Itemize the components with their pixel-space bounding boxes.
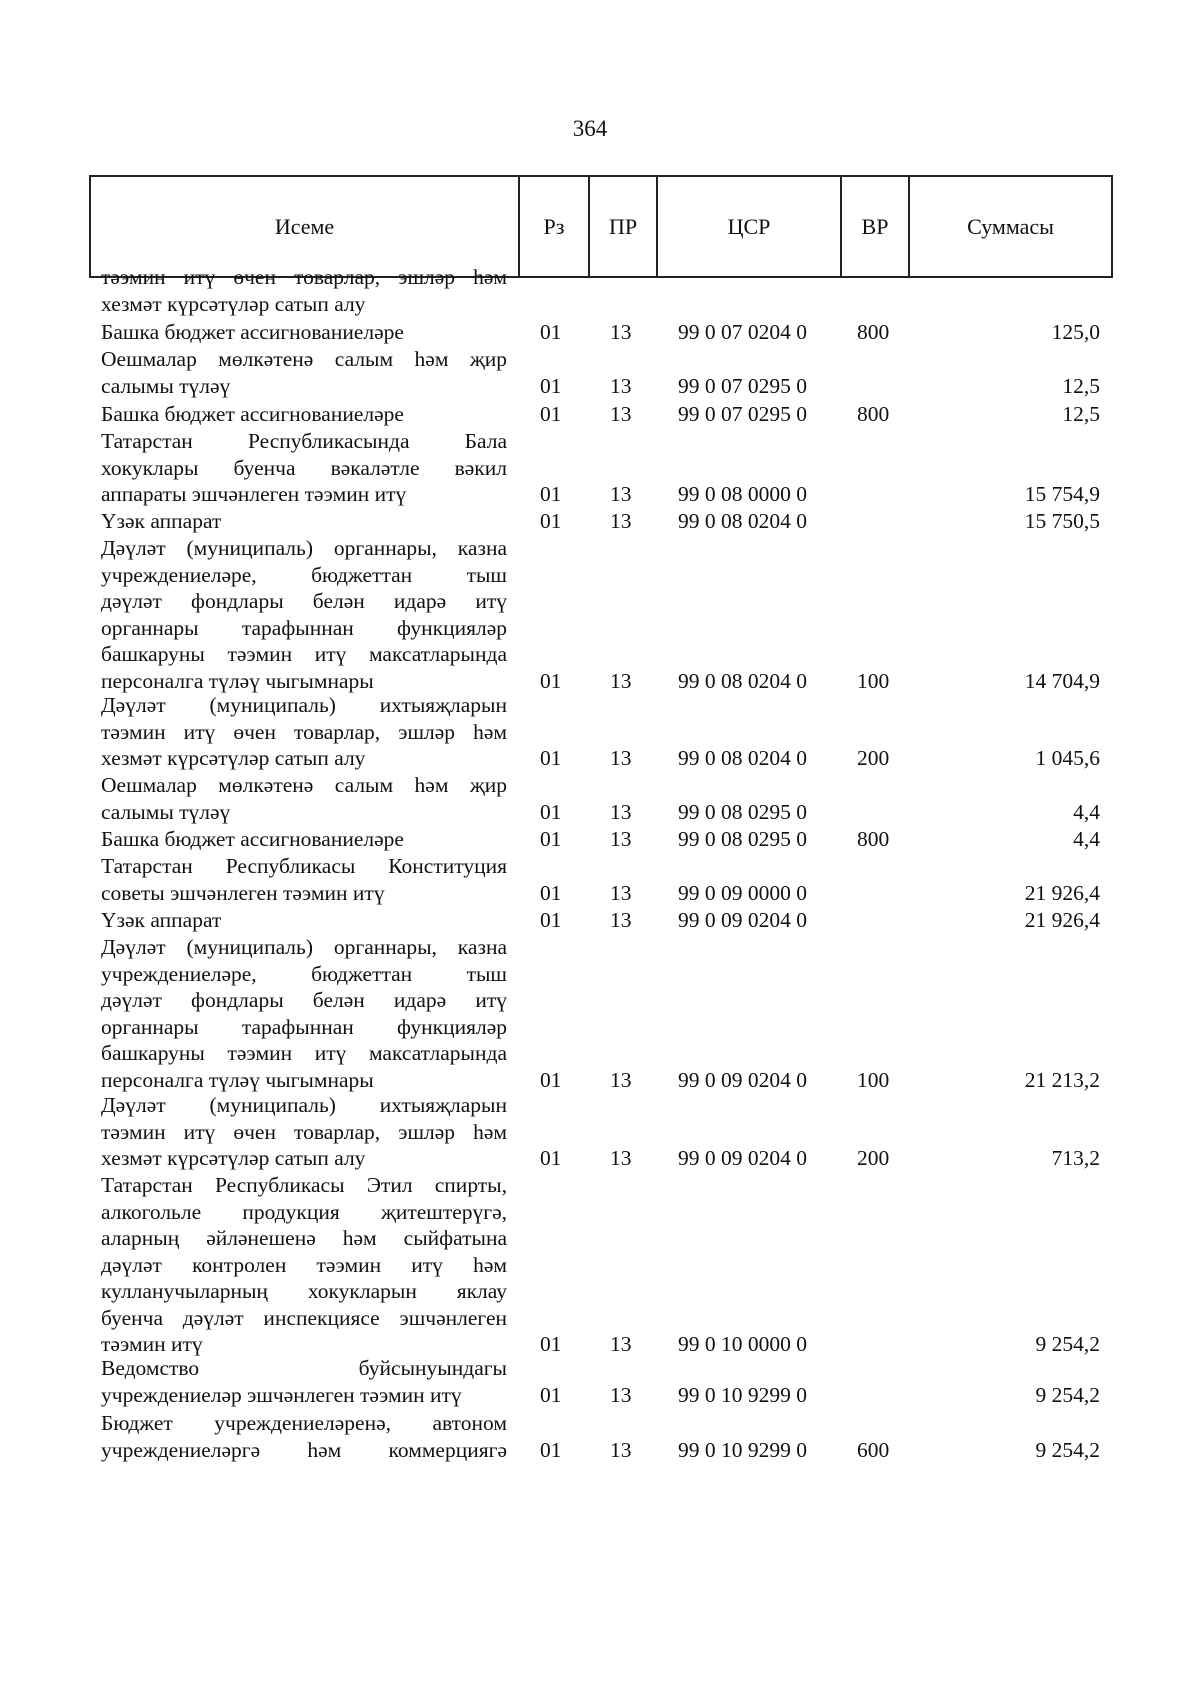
row-rz: 01 [540,1382,562,1407]
row-name [101,346,507,399]
header-name: Исеме [90,176,519,277]
row-sum: 1 045,6 [1035,746,1100,770]
header-vr: ВР [841,176,909,277]
row-name-line: салымы түләү [101,373,231,398]
row-name [101,401,507,428]
row-name [101,853,507,906]
row-name [101,264,507,317]
row-rz: 01 [540,1067,562,1092]
page-number: 364 [572,116,608,141]
row-name-line: Дәүләт (муниципаль) органнары, казна [101,536,507,560]
row-rz: 01 [540,668,562,693]
row-csr: 99 0 08 0204 0 [678,746,807,770]
row-csr: 99 0 09 0204 0 [678,1146,807,1170]
row-name-line: учреждениеләргә һәм коммерциягә [101,1437,507,1462]
row-rz: 01 [540,880,562,905]
row-name [101,1410,507,1463]
row-pr: 13 [610,799,632,824]
row-name-line: Оешмалар мөлкәтенә салым һәм җир [101,773,507,797]
row-name [101,907,507,934]
row-pr: 13 [610,746,632,770]
row-rz: 01 [540,402,562,426]
row-name-line: учреждениеләре, бюджеттан тыш [101,562,507,587]
row-rz: 01 [540,827,562,851]
row-name-line: Башка бюджет ассигнованиеләре [101,320,404,344]
row-pr: 13 [610,1332,632,1356]
row-name-line: советы эшчәнлеген тәэмин итү [101,880,385,905]
row-name-line: аларның әйләнешенә һәм сыйфатына [101,1226,507,1250]
row-sum: 9 254,2 [1035,1437,1100,1462]
row-name [101,826,507,853]
row-name [101,428,507,508]
row-rz: 01 [540,373,562,398]
row-rz: 01 [540,799,562,824]
row-sum: 15 754,9 [1024,482,1100,506]
row-name-line: учреждениеләре, бюджеттан тыш [101,961,507,986]
row-sum: 12,5 [1062,373,1100,398]
row-csr: 99 0 10 9299 0 [678,1437,807,1462]
row-csr: 99 0 08 0295 0 [678,799,807,824]
row-rz: 01 [540,1146,562,1170]
row-name [101,1172,507,1358]
row-name-line: дәүләт контролен тәэмин итү һәм [101,1252,507,1277]
row-csr: 99 0 08 0295 0 [678,827,807,851]
row-pr: 13 [610,320,632,344]
row-csr: 99 0 09 0204 0 [678,1067,807,1092]
row-pr: 13 [610,827,632,851]
header-csr: ЦСР [657,176,841,277]
row-sum: 21 926,4 [1024,880,1100,905]
row-vr: 100 [857,668,890,693]
row-pr: 13 [610,373,632,398]
header-pr: ПР [589,176,657,277]
row-sum: 15 750,5 [1024,509,1100,533]
row-csr: 99 0 09 0000 0 [678,880,807,905]
row-name-line: Башка бюджет ассигнованиеләре [101,827,404,851]
row-name-line: тәэмин итү өчен товарлар, эшләр һәм [101,1119,507,1144]
row-sum: 4,4 [1073,799,1100,824]
row-vr: 600 [857,1437,890,1462]
row-name [101,535,507,694]
row-name-line: башкаруны тәэмин итү максатларында [101,642,507,666]
row-sum: 21 213,2 [1024,1067,1100,1092]
row-name-line: тәэмин итү өчен товарлар, эшләр һәм [101,719,507,744]
row-name-line: Ведомство буйсынуындагы [101,1356,507,1380]
row-name-line: Дәүләт (муниципаль) органнары, казна [101,935,507,959]
row-csr: 99 0 10 9299 0 [678,1382,807,1407]
row-name-line: Дәүләт (муниципаль) ихтыяҗларын [101,1093,507,1117]
row-name [101,319,507,346]
row-name [101,772,507,825]
row-csr: 99 0 07 0295 0 [678,373,807,398]
row-sum: 125,0 [1051,320,1100,344]
row-rz: 01 [540,1437,562,1462]
row-name-line: персоналга түләү чыгымнары [101,1067,374,1092]
table-header [89,175,1113,278]
row-name-line: органнары тарафыннан функцияләр [101,1014,507,1039]
row-pr: 13 [610,1146,632,1170]
row-csr: 99 0 08 0204 0 [678,668,807,693]
row-csr: 99 0 08 0000 0 [678,482,807,506]
row-rz: 01 [540,482,562,506]
row-name-line: тәэмин итү өчен товарлар, эшләр һәм [101,265,507,289]
row-name-line: хезмәт күрсәтүләр сатып алу [101,291,366,316]
row-name-line: Үзәк аппарат [101,908,222,932]
row-name-line: Татарстан Республикасы Конституция [101,854,507,878]
row-sum: 713,2 [1051,1146,1100,1170]
row-rz: 01 [540,908,562,932]
row-name-line: буенча дәүләт инспекциясе эшчәнлеген [101,1305,507,1330]
row-sum: 4,4 [1073,827,1100,851]
row-name-line: башкаруны тәэмин итү максатларында [101,1041,507,1065]
row-name-line: алкогольле продукция җитештерүгә, [101,1199,507,1224]
row-pr: 13 [610,908,632,932]
row-name-line: Бюджет учреждениеләренә, автоном [101,1411,507,1435]
row-name-line: салымы түләү [101,799,231,824]
row-name [101,1355,507,1408]
row-pr: 13 [610,1382,632,1407]
row-pr: 13 [610,482,632,506]
row-rz: 01 [540,746,562,770]
row-name-line: Татарстан Республикасында Бала [101,429,507,453]
header-sum: Суммасы [909,176,1112,277]
row-name-line: Татарстан Республикасы Этил спирты, [101,1173,507,1197]
row-vr: 800 [857,402,890,426]
row-name-line: хокуклары буенча вәкаләтле вәкил [101,455,507,480]
row-name-line: аппараты эшчәнлеген тәэмин итү [101,482,407,506]
row-pr: 13 [610,402,632,426]
row-vr: 800 [857,827,890,851]
row-rz: 01 [540,320,562,344]
row-name-line: дәүләт фондлары белән идарә итү [101,988,507,1012]
header-rz: Рз [519,176,589,277]
row-name-line: Оешмалар мөлкәтенә салым һәм җир [101,347,507,371]
row-name-line: Дәүләт (муниципаль) ихтыяҗларын [101,693,507,717]
row-rz: 01 [540,509,562,533]
row-vr: 200 [857,1146,890,1170]
row-pr: 13 [610,668,632,693]
row-name-line: персоналга түләү чыгымнары [101,668,374,693]
row-name-line: кулланучыларның хокукларын яклау [101,1279,507,1303]
row-csr: 99 0 08 0204 0 [678,509,807,533]
row-pr: 13 [610,880,632,905]
row-name-line: дәүләт фондлары белән идарә итү [101,589,507,613]
row-name-line: тәэмин итү [101,1332,203,1356]
row-name-line: учреждениеләр эшчәнлеген тәэмин итү [101,1382,462,1407]
row-name [101,1092,507,1172]
row-name-line: хезмәт күрсәтүләр сатып алу [101,746,366,770]
row-vr: 100 [857,1067,890,1092]
row-csr: 99 0 10 0000 0 [678,1332,807,1356]
row-sum: 12,5 [1062,402,1100,426]
row-rz: 01 [540,1332,562,1356]
row-vr: 800 [857,320,890,344]
row-name [101,934,507,1093]
row-csr: 99 0 09 0204 0 [678,908,807,932]
row-name-line: Башка бюджет ассигнованиеләре [101,402,404,426]
row-name [101,692,507,772]
row-sum: 9 254,2 [1035,1332,1100,1356]
row-name [101,508,507,535]
row-sum: 14 704,9 [1024,668,1100,693]
row-name-line: хезмәт күрсәтүләр сатып алу [101,1146,366,1170]
row-vr: 200 [857,746,890,770]
row-name-line: органнары тарафыннан функцияләр [101,615,507,640]
row-csr: 99 0 07 0204 0 [678,320,807,344]
row-pr: 13 [610,1437,632,1462]
row-sum: 9 254,2 [1035,1382,1100,1407]
row-csr: 99 0 07 0295 0 [678,402,807,426]
row-sum: 21 926,4 [1024,908,1100,932]
row-pr: 13 [610,1067,632,1092]
row-pr: 13 [610,509,632,533]
row-name-line: Үзәк аппарат [101,509,222,533]
